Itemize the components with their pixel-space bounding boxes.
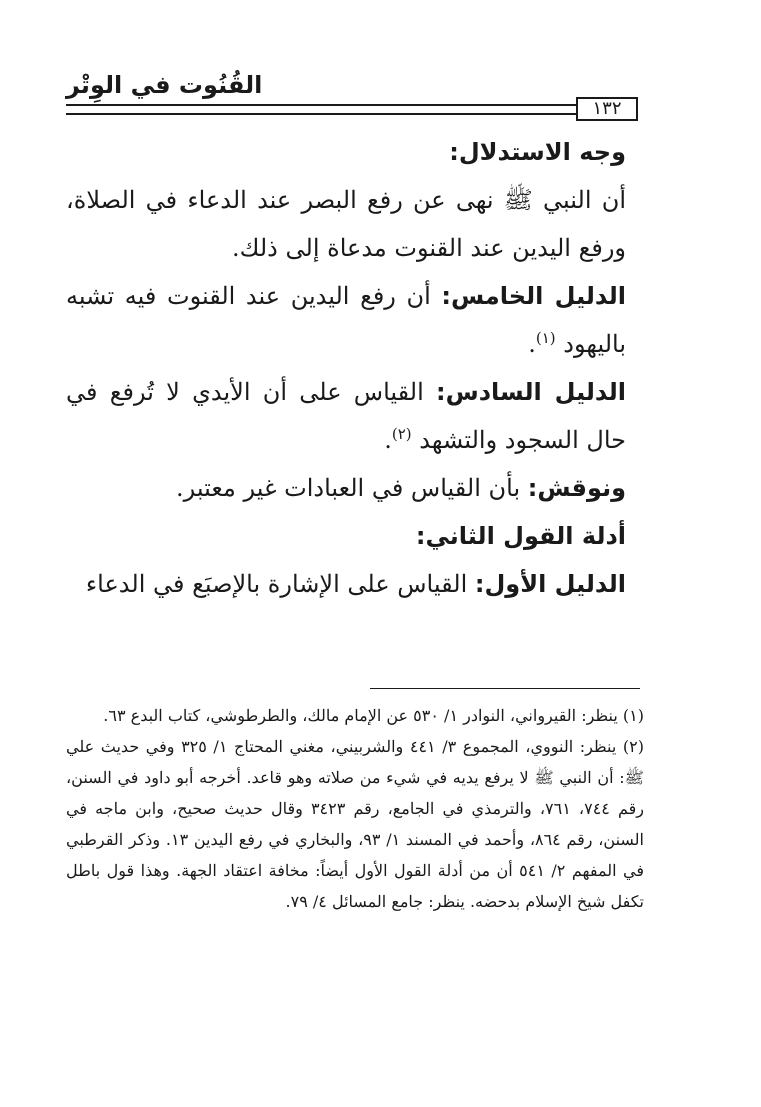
paragraph-first-evidence bbox=[66, 560, 644, 608]
fifth-evidence-text: أن رفع اليدين عند القنوت فيه تشبه باليهود bbox=[66, 282, 626, 358]
footnote-2: (٢) ينظر: النووي، المجموع ٣/ ٤٤١ والشربيني، مغني المحتاج ١/ ٣٢٥ وفي حديث علي ﷺ: أن النبي ﷺ لا يرفع يديه في شيء من صلاته وهو قاعد. أخرجه أبو داود في السنن، رقم ٧٤٤، ٧٦١، والترمذي في الجامع، رقم ٣٤٢٣ وقال حديث صحيح، وابن ماجه في السنن، رقم ٨٦٤، وأحمد في المسند ١/ ٩٣، والبخاري في رفع اليدين ١٣. وذكر القرطبي في المفهم ٢/ ٥٤١ أن من أدلة القول الأول أيضاً: مخافة اعتقاد الجهة. وهذا قول باطل تكفل شيخ الإسلام بدحضه. ينظر: جامع المسائل ٤/ ٧٩. bbox=[66, 737, 645, 911]
sixth-evidence-end: . bbox=[384, 426, 392, 454]
paragraph-istidlal: أن النبي ﷺ نهى عن رفع البصر عند الدعاء في الصلاة، ورفع اليدين عند القنوت مدعاة إلى ذلك. bbox=[66, 186, 626, 262]
footnote-ref-2[interactable]: (٢) bbox=[391, 425, 412, 443]
paragraph-objection bbox=[66, 464, 644, 512]
header-double-rule bbox=[66, 104, 576, 115]
sixth-evidence-label: الدليل السادس: bbox=[436, 378, 627, 406]
section-heading-istidlal: وجه الاستدلال: bbox=[449, 138, 626, 166]
page-number: ١٣٢ bbox=[576, 97, 638, 121]
footnote-1: (١) ينظر: القيرواني، النوادر ١/ ٥٣٠ عن الإمام مالك، والطرطوشي، كتاب البدع ٦٣. bbox=[103, 706, 644, 725]
main-text bbox=[66, 128, 644, 608]
first-evidence-text: القياس على الإشارة بالإصبَع في الدعاء bbox=[85, 570, 475, 598]
objection-text: بأن القياس في العبادات غير معتبر. bbox=[176, 474, 528, 502]
footnotes bbox=[66, 700, 644, 917]
sixth-evidence-text: القياس على أن الأيدي لا تُرفع في حال السجود والتشهد bbox=[66, 378, 626, 454]
running-title: القُنُوت في الوِتْر bbox=[66, 71, 263, 99]
fifth-evidence-end: . bbox=[528, 330, 536, 358]
footnote-separator bbox=[370, 688, 640, 689]
objection-label: ونوقش: bbox=[527, 474, 626, 502]
fifth-evidence-label: الدليل الخامس: bbox=[441, 282, 626, 310]
first-evidence-label: الدليل الأول: bbox=[474, 570, 626, 598]
paragraph-sixth-evidence bbox=[66, 368, 644, 464]
section-heading-second-view: أدلة القول الثاني: bbox=[415, 522, 626, 550]
footnote-ref-1[interactable]: (١) bbox=[535, 329, 556, 347]
paragraph-fifth-evidence bbox=[66, 272, 644, 368]
